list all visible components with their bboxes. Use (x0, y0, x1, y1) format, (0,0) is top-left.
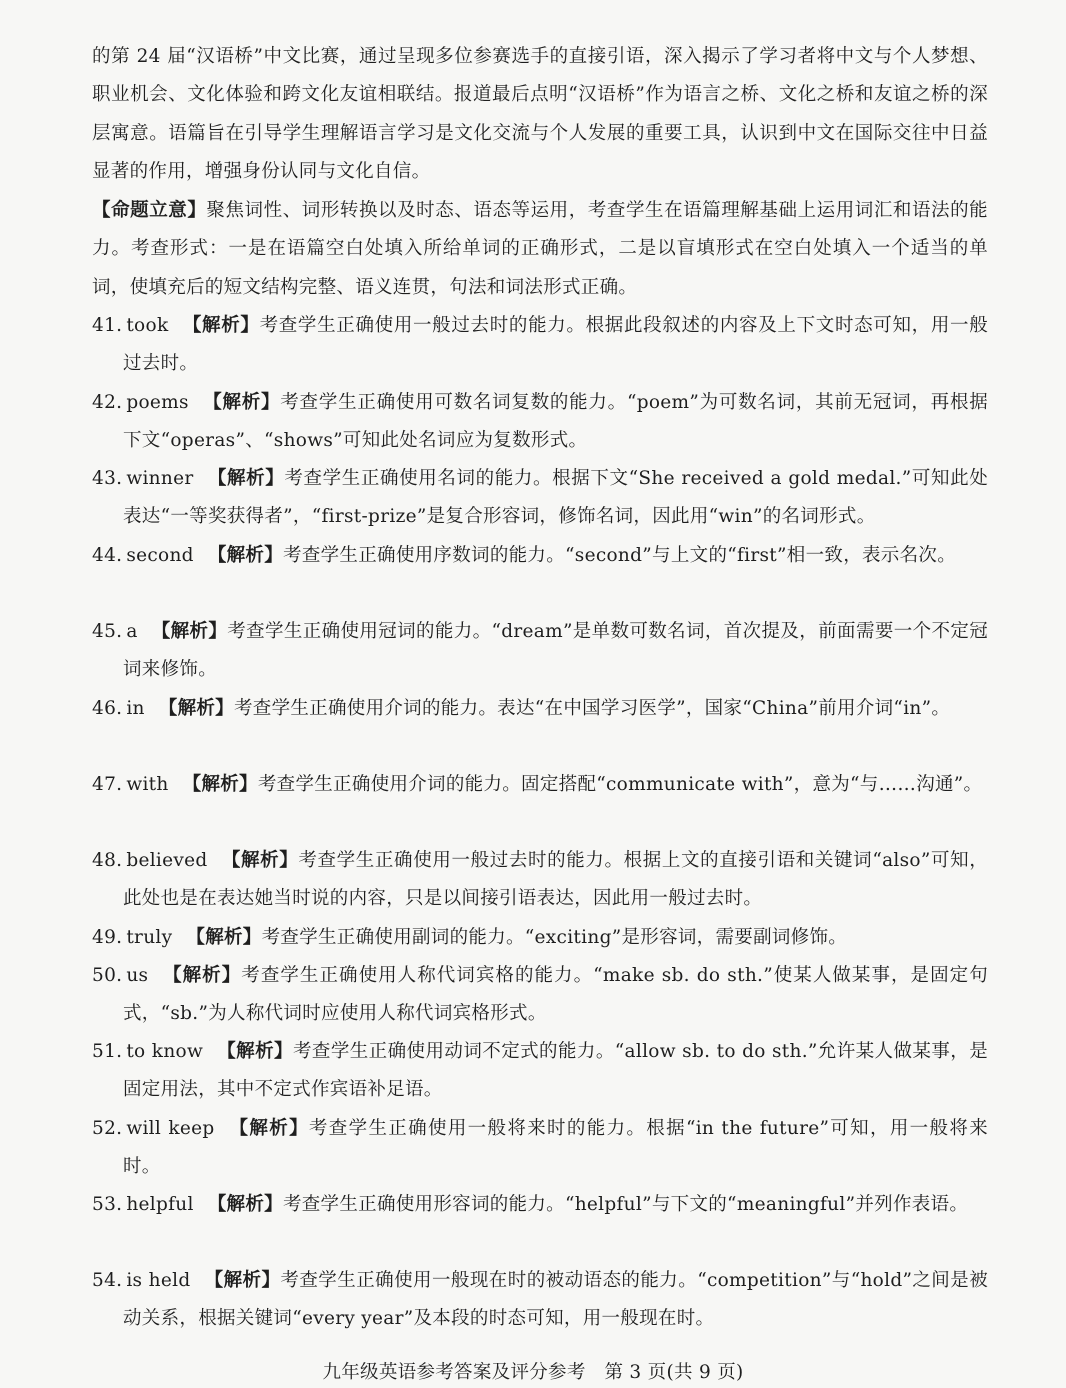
item-number: 48. (92, 850, 123, 871)
item-number: 51. (92, 1041, 123, 1062)
answer-item-54 (92, 1262, 988, 1339)
item-answer: a (126, 621, 138, 642)
item-number: 47. (92, 774, 123, 795)
analysis-label: 【解析】 (162, 965, 242, 986)
answer-item-48 (92, 842, 988, 919)
answer-item-44 (92, 537, 988, 575)
item-explanation: 考查学生正确使用序数词的能力。“second”与上文的“first”相一致，表示名次。 (283, 545, 956, 566)
item-explanation: 考查学生正确使用可数名词复数的能力。“poem”为可数名词，其前无冠词，再根据下文“operas”、“shows”可知此处名词应为复数形式。 (123, 392, 989, 452)
analysis-label: 【解析】 (204, 1270, 281, 1291)
answer-item-47 (92, 766, 988, 804)
analysis-label: 【解析】 (186, 927, 262, 948)
answer-item-43 (92, 460, 988, 537)
answer-item-46 (92, 690, 988, 728)
item-explanation: 考查学生正确使用一般过去时的能力。根据上文的直接引语和关键词“also”可知，此处也是在表达她当时说的内容，只是以间接引语表达，因此用一般过去时。 (123, 850, 988, 910)
item-answer: believed (126, 850, 208, 871)
item-explanation: 考查学生正确使用动词不定式的能力。“allow sb. to do sth.”允许某人做某事，是固定用法，其中不定式作宾语补足语。 (123, 1041, 989, 1101)
analysis-label: 【解析】 (182, 315, 260, 336)
analysis-label: 【解析】 (151, 621, 228, 642)
answer-item-53 (92, 1186, 988, 1224)
analysis-label: 【解析】 (207, 545, 284, 566)
item-answer: poems (126, 392, 189, 413)
item-answer: will keep (126, 1118, 215, 1139)
item-explanation: 考查学生正确使用介词的能力。表达“在中国学习医学”，国家“China”前用介词“in”。 (233, 698, 951, 719)
item-explanation: 考查学生正确使用一般现在时的被动语态的能力。“competition”与“hold”之间是被动关系，根据关键词“every year”及本段的时态可知，用一般现在时。 (123, 1270, 988, 1330)
answer-item-45 (92, 613, 988, 690)
analysis-label: 【解析】 (158, 698, 234, 719)
item-explanation: 考查学生正确使用副词的能力。“exciting”是形容词，需要副词修饰。 (261, 927, 848, 948)
item-answer: took (126, 315, 169, 336)
analysis-label: 【解析】 (221, 850, 299, 871)
item-number: 49. (92, 927, 123, 948)
item-number: 41. (92, 315, 123, 336)
analysis-label: 【解析】 (207, 468, 285, 489)
item-number: 45. (92, 621, 123, 642)
item-answer: helpful (126, 1194, 194, 1215)
item-number: 44. (92, 545, 123, 566)
answer-item-42 (92, 384, 988, 461)
answer-item-49 (92, 919, 988, 957)
intent-text: 聚焦词性、词形转换以及时态、语态等运用，考查学生在语篇理解基础上运用词汇和语法的能力。考查形式：一是在语篇空白处填入所给单词的正确形式，二是以盲填形式在空白处填入一个适当的单词，使填充后的短文结构完整、语义连贯，句法和词法形式正确。 (92, 200, 988, 298)
answer-item-41 (92, 307, 988, 384)
intent-label: 【命题立意】 (92, 200, 207, 221)
item-answer: truly (126, 927, 173, 948)
item-number: 46. (92, 698, 123, 719)
item-explanation: 考查学生正确使用形容词的能力。“helpful”与下文的“meaningful”并列作表语。 (282, 1194, 969, 1215)
item-number: 50. (92, 965, 123, 986)
item-answer: to know (126, 1041, 204, 1062)
intent-paragraph (92, 192, 988, 307)
answer-item-50 (92, 957, 988, 1034)
item-explanation: 考查学生正确使用冠词的能力。“dream”是单数可数名词，首次提及，前面需要一个不定冠词来修饰。 (123, 621, 988, 681)
item-explanation: 考查学生正确使用介词的能力。固定搭配“communicate with”，意为“与……沟通”。 (257, 774, 983, 795)
item-number: 43. (92, 468, 123, 489)
item-explanation: 考查学生正确使用一般将来时的能力。根据“in the future”可知，用一般将来时。 (123, 1118, 989, 1178)
intro-paragraph: 的第 24 届“汉语桥”中文比赛，通过呈现多位参赛选手的直接引语，深入揭示了学习者将中文与个人梦想、职业机会、文化体验和跨文化友谊相联结。报道最后点明“汉语桥”作为语言之桥、文化之桥和友谊之桥的深层寓意。语篇旨在引导学生理解语言学习是文化交流与个人发展的重要工具，认识到中文在国际交往中日益显著的作用，增强身份认同与文化自信。 (92, 46, 988, 182)
answer-item-51 (92, 1033, 988, 1110)
analysis-label: 【解析】 (228, 1118, 309, 1139)
item-number: 53. (92, 1194, 123, 1215)
item-number: 54. (92, 1270, 123, 1291)
item-explanation: 考查学生正确使用人称代词宾格的能力。“make sb. do sth.”使某人做某事，是固定句式，“sb.”为人称代词时应使用人称代词宾格形式。 (123, 965, 988, 1025)
analysis-label: 【解析】 (217, 1041, 293, 1062)
item-explanation: 考查学生正确使用名词的能力。根据下文“She received a gold medal.”可知此处表达“一等奖获得者”，“first-prize”是复合形容词，修饰名词，因此用“win”的名词形式。 (123, 468, 989, 528)
item-answer: in (126, 698, 145, 719)
item-number: 42. (92, 392, 123, 413)
item-answer: with (126, 774, 169, 795)
item-answer: is held (126, 1270, 191, 1291)
item-answer: winner (126, 468, 194, 489)
analysis-label: 【解析】 (202, 392, 281, 413)
item-number: 52. (92, 1118, 123, 1139)
analysis-label: 【解析】 (207, 1194, 283, 1215)
page-footer: 九年级英语参考答案及评分参考 第 3 页(共 9 页) (322, 1362, 744, 1383)
item-explanation: 考查学生正确使用一般过去时的能力。根据此段叙述的内容及上下文时态可知，用一般过去时。 (123, 315, 989, 375)
item-answer: us (126, 965, 149, 986)
answer-item-52 (92, 1110, 988, 1187)
item-answer: second (126, 545, 194, 566)
analysis-label: 【解析】 (182, 774, 258, 795)
